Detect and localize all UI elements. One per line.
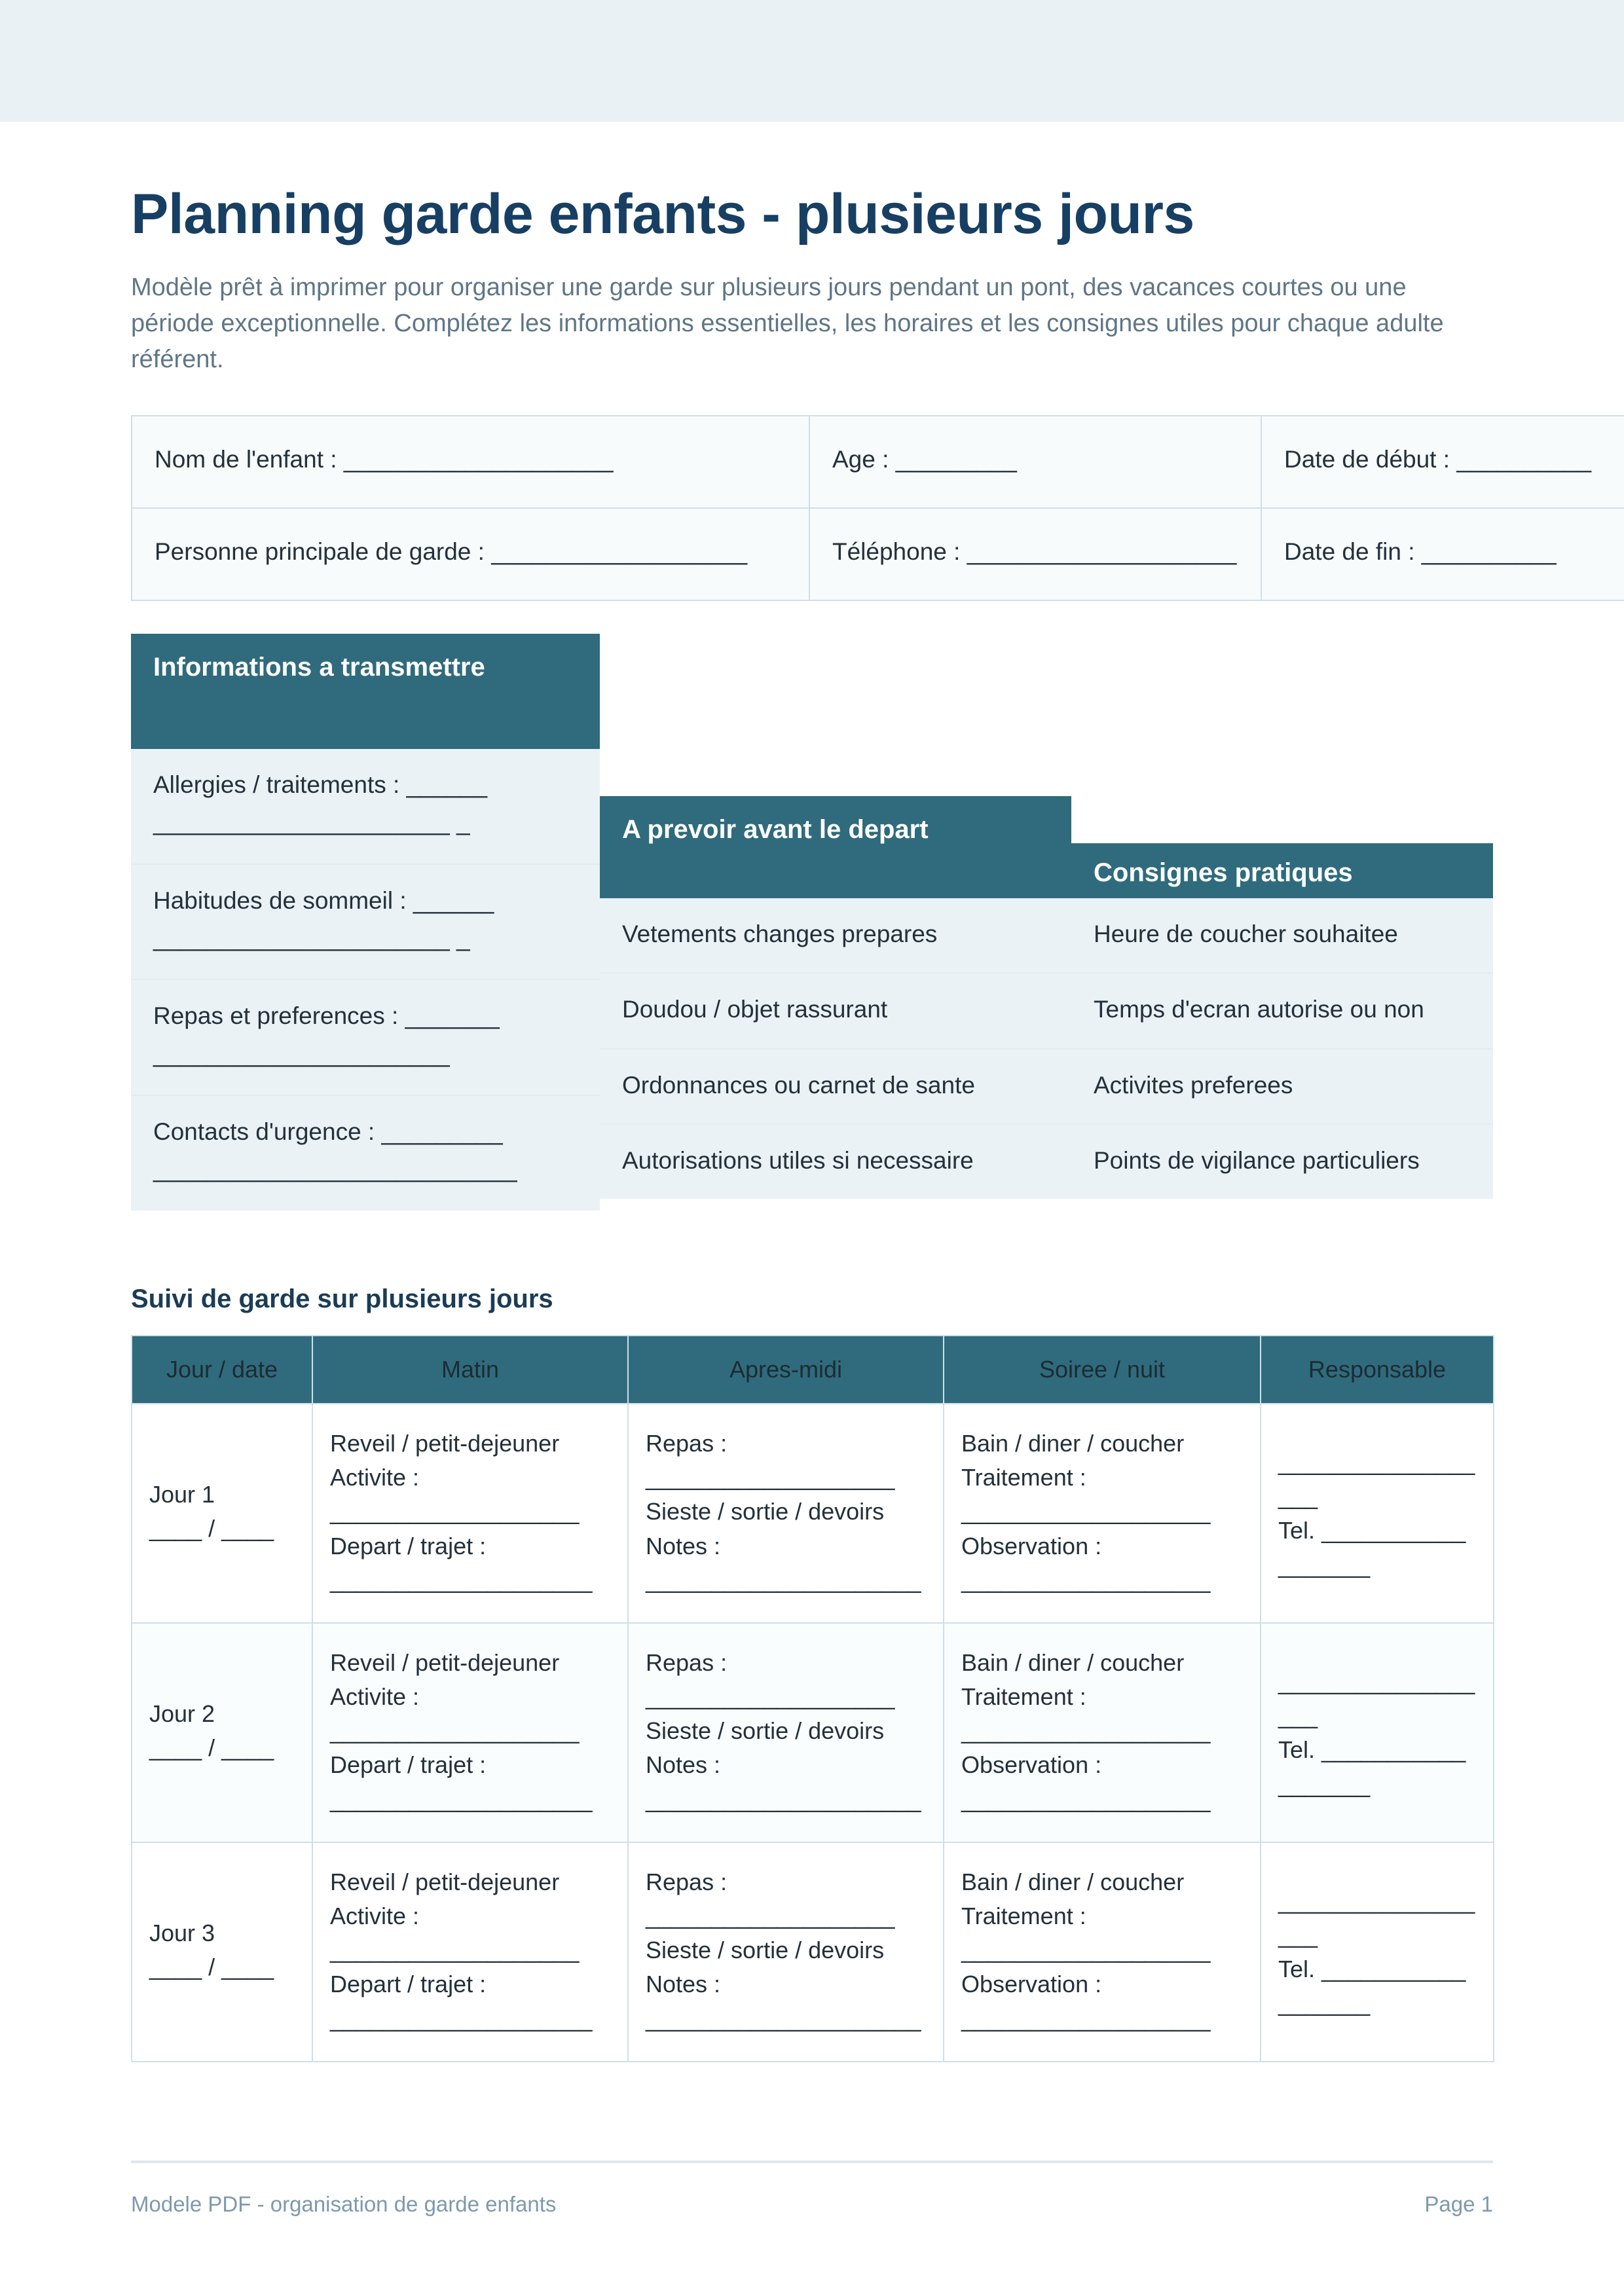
panels-group bbox=[131, 634, 1493, 1236]
panel-title: Informations a transmettre bbox=[131, 634, 600, 749]
panel-a-prevoir-avant-le-depart bbox=[600, 796, 1071, 1199]
cell-text: Sieste / sortie / devoirs bbox=[646, 1717, 885, 1745]
table-row bbox=[132, 1623, 1494, 1842]
page-footer bbox=[131, 2192, 1493, 2217]
jour-label: Jour 2 bbox=[149, 1700, 215, 1728]
tel-line: Tel. ___________ bbox=[1278, 1956, 1466, 1983]
fill-line: _____________________ bbox=[646, 2005, 921, 2032]
fill-line: ___________________ bbox=[330, 1937, 580, 1964]
footer-divider bbox=[131, 2160, 1493, 2163]
fill-line: ___________________ bbox=[491, 538, 748, 565]
field-label: Date de début : bbox=[1284, 445, 1450, 473]
panel-item[interactable]: Heure de coucher souhaitee bbox=[1094, 920, 1398, 947]
cell-matin[interactable] bbox=[312, 1842, 628, 2062]
panel-item[interactable]: Allergies / traitements : ______ ______________________ _ bbox=[153, 771, 488, 836]
panel-item[interactable]: Vetements changes prepares bbox=[622, 920, 938, 947]
cell-text: Reveil / petit-dejeuner bbox=[330, 1868, 560, 1895]
fill-line: ___________________ bbox=[961, 1498, 1211, 1525]
info-grid-row bbox=[132, 416, 1624, 508]
fill-line: ___________________ bbox=[646, 1683, 895, 1711]
cell-matin[interactable] bbox=[312, 1623, 628, 1842]
cell-soiree-nuit[interactable] bbox=[944, 1623, 1261, 1842]
fill-line: _______ bbox=[1278, 1990, 1371, 2017]
column-header-matin: Matin bbox=[312, 1336, 628, 1404]
cell-text: Bain / diner / coucher bbox=[961, 1868, 1185, 1895]
column-header-apres-midi: Apres-midi bbox=[628, 1336, 944, 1404]
section-heading-suivi: Suivi de garde sur plusieurs jours bbox=[131, 1284, 553, 1313]
cell-matin[interactable] bbox=[312, 1404, 628, 1623]
suivi-header-row bbox=[132, 1336, 1494, 1404]
fill-line: __________ bbox=[1421, 538, 1557, 565]
cell-apres-midi[interactable] bbox=[628, 1842, 944, 2062]
cell-responsable[interactable] bbox=[1261, 1842, 1494, 2062]
cell-text: Sieste / sortie / devoirs bbox=[646, 1498, 885, 1525]
fill-line: ___________________ bbox=[961, 1566, 1211, 1594]
fill-line: _______ bbox=[1278, 1551, 1371, 1578]
top-banner bbox=[0, 0, 1624, 122]
fill-line: ___ bbox=[1278, 1702, 1318, 1730]
cell-text: Reveil / petit-dejeuner bbox=[330, 1429, 560, 1457]
cell-text: Depart / trajet : bbox=[330, 1751, 487, 1779]
field-label: Date de fin : bbox=[1284, 538, 1415, 565]
field-label: Age : bbox=[832, 445, 889, 473]
fill-line: ____________________ bbox=[330, 1785, 593, 1813]
panel-body bbox=[1071, 898, 1493, 1199]
cell-apres-midi[interactable] bbox=[628, 1623, 944, 1842]
panel-body bbox=[600, 898, 1071, 1199]
fill-line: ____________________ bbox=[967, 538, 1237, 565]
cell-responsable[interactable] bbox=[1261, 1623, 1494, 1842]
jour-label: Jour 3 bbox=[149, 1920, 215, 1947]
panel-title: A prevoir avant le depart bbox=[600, 796, 1071, 898]
fill-line: _______ bbox=[1278, 1770, 1371, 1798]
table-row bbox=[132, 1404, 1494, 1623]
panel-item[interactable]: Autorisations utiles si necessaire bbox=[600, 1123, 1071, 1199]
fill-line: ___ bbox=[1278, 1922, 1318, 1949]
cell-text: Observation : bbox=[961, 1971, 1102, 1998]
cell-jour-date[interactable] bbox=[132, 1842, 312, 2062]
child-info-grid bbox=[131, 415, 1624, 601]
suivi-table bbox=[131, 1335, 1494, 2062]
fill-line: ___________________ bbox=[646, 1903, 895, 1930]
fill-line: ___________________ bbox=[330, 1717, 580, 1745]
field-nom-enfant[interactable] bbox=[132, 416, 809, 508]
footer-page-number: Page 1 bbox=[1424, 2191, 1493, 2216]
field-age[interactable] bbox=[809, 416, 1261, 508]
fill-line: ____ / ____ bbox=[149, 1515, 274, 1542]
panel-consignes-pratiques bbox=[1071, 843, 1493, 1199]
panel-body bbox=[131, 749, 600, 1211]
fill-line: ___________________ bbox=[961, 1717, 1211, 1745]
field-label: Personne principale de garde : bbox=[155, 538, 485, 565]
fill-line: _______________ bbox=[1278, 1667, 1475, 1695]
cell-text: Notes : bbox=[646, 1532, 721, 1559]
tel-line: Tel. ___________ bbox=[1278, 1517, 1466, 1544]
fill-line: __________ bbox=[1456, 445, 1592, 473]
panel-item[interactable]: Repas et preferences : _______ ______________________ bbox=[131, 979, 600, 1095]
fill-line: ____________________ bbox=[330, 1566, 593, 1594]
fill-line: ____________________ bbox=[343, 445, 614, 473]
panel-item[interactable]: Habitudes de sommeil : ______ ______________________ _ bbox=[131, 864, 600, 979]
table-row bbox=[132, 1842, 1494, 2062]
cell-text: Observation : bbox=[961, 1751, 1102, 1779]
panel-item[interactable]: Contacts d'urgence : _________ ___________________________ bbox=[131, 1095, 600, 1211]
fill-line: _______________ bbox=[1278, 1887, 1475, 1914]
fill-line: ___________________ bbox=[646, 1464, 895, 1491]
fill-line: ___________________ bbox=[961, 1937, 1211, 1964]
jour-label: Jour 1 bbox=[149, 1481, 215, 1508]
tel-line: Tel. ___________ bbox=[1278, 1736, 1466, 1764]
fill-line: _____________________ bbox=[646, 1566, 921, 1594]
field-telephone[interactable] bbox=[809, 508, 1261, 600]
cell-text: Observation : bbox=[961, 1532, 1102, 1559]
cell-jour-date[interactable] bbox=[132, 1623, 312, 1842]
cell-text: Activite : bbox=[330, 1464, 420, 1491]
panel-item[interactable]: Activites preferees bbox=[1071, 1048, 1493, 1123]
fill-line: ___________________ bbox=[330, 1498, 580, 1525]
panel-item[interactable]: Doudou / objet rassurant bbox=[600, 972, 1071, 1048]
cell-soiree-nuit[interactable] bbox=[944, 1842, 1261, 2062]
cell-text: Activite : bbox=[330, 1683, 420, 1711]
column-header-soiree-nuit: Soiree / nuit bbox=[944, 1336, 1261, 1404]
cell-apres-midi[interactable] bbox=[628, 1404, 944, 1623]
cell-text: Reveil / petit-dejeuner bbox=[330, 1649, 560, 1676]
cell-text: Traitement : bbox=[961, 1903, 1086, 1930]
cell-text: Repas : bbox=[646, 1868, 728, 1895]
panel-title: Consignes pratiques bbox=[1071, 843, 1493, 898]
column-header-responsable: Responsable bbox=[1261, 1336, 1494, 1404]
fill-line: ____ / ____ bbox=[149, 1734, 274, 1762]
fill-line: ____________________ bbox=[330, 2005, 593, 2032]
cell-text: Depart / trajet : bbox=[330, 1532, 487, 1559]
field-label: Nom de l'enfant : bbox=[155, 445, 337, 473]
fill-line: _____________________ bbox=[646, 1785, 921, 1813]
fill-line: _________ bbox=[895, 445, 1017, 473]
cell-text: Traitement : bbox=[961, 1464, 1086, 1491]
fill-line: _______________ bbox=[1278, 1449, 1475, 1476]
fill-line: ___________________ bbox=[961, 1785, 1211, 1813]
cell-text: Repas : bbox=[646, 1649, 728, 1676]
page-content bbox=[131, 183, 1592, 2062]
panel-informations-a-transmettre bbox=[131, 634, 600, 1211]
cell-text: Bain / diner / coucher bbox=[961, 1429, 1185, 1457]
page-subtitle: Modèle prêt à imprimer pour organiser une garde sur plusieurs jours pendant un pont, des vacances courtes ou une période exceptionnelle. Complétez les informations essentielles, les horaires et les consignes utiles pour chaque adulte référent. bbox=[131, 274, 1444, 374]
panel-item[interactable]: Ordonnances ou carnet de sante bbox=[600, 1048, 1071, 1123]
column-header-jour-date: Jour / date bbox=[132, 1336, 312, 1404]
field-date-fin[interactable] bbox=[1261, 508, 1624, 600]
cell-text: Notes : bbox=[646, 1751, 721, 1779]
cell-text: Notes : bbox=[646, 1971, 721, 1998]
field-label: Téléphone : bbox=[832, 538, 961, 565]
cell-text: Repas : bbox=[646, 1429, 728, 1457]
fill-line: ____ / ____ bbox=[149, 1954, 274, 1981]
cell-responsable[interactable] bbox=[1261, 1404, 1494, 1623]
cell-text: Bain / diner / coucher bbox=[961, 1649, 1185, 1676]
fill-line: ___ bbox=[1278, 1483, 1318, 1510]
page-title: Planning garde enfants - plusieurs jours bbox=[131, 183, 1194, 246]
cell-soiree-nuit[interactable] bbox=[944, 1404, 1261, 1623]
panel-item[interactable]: Points de vigilance particuliers bbox=[1071, 1123, 1493, 1199]
footer-left-text: Modele PDF - organisation de garde enfants bbox=[131, 2191, 557, 2216]
info-grid-row bbox=[132, 508, 1624, 600]
page-body bbox=[0, 122, 1624, 2217]
cell-jour-date[interactable] bbox=[132, 1404, 312, 1623]
cell-text: Activite : bbox=[330, 1903, 420, 1930]
cell-text: Sieste / sortie / devoirs bbox=[646, 1937, 885, 1964]
panel-item[interactable]: Temps d'ecran autorise ou non bbox=[1071, 972, 1493, 1048]
field-personne-garde[interactable] bbox=[132, 508, 809, 600]
cell-text: Depart / trajet : bbox=[330, 1971, 487, 1998]
cell-text: Traitement : bbox=[961, 1683, 1086, 1711]
fill-line: ___________________ bbox=[961, 2005, 1211, 2032]
field-date-debut[interactable] bbox=[1261, 416, 1624, 508]
